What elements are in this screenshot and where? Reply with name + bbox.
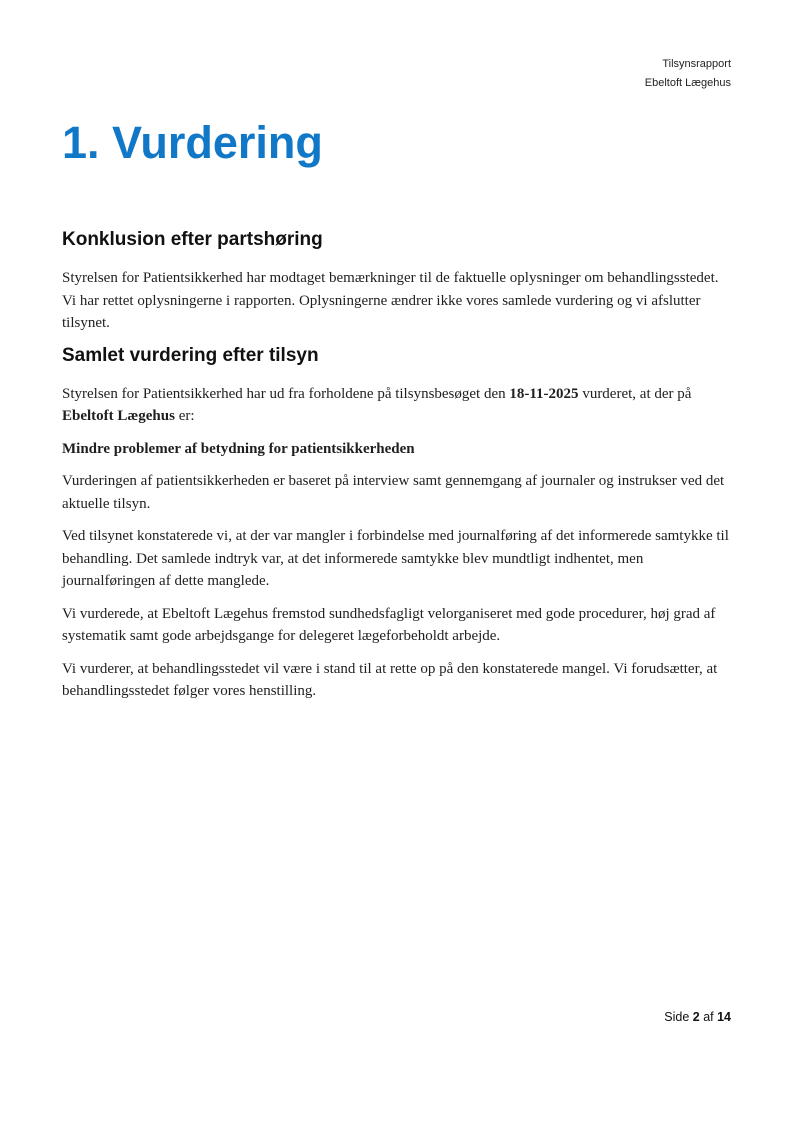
page-footer [664,1010,731,1024]
text-run: Mindre problemer af betydning for patientsikkerheden [62,440,415,457]
paragraph [62,267,731,335]
header-clinic-name: Ebeltoft Lægehus [644,77,731,89]
text-run: Vi vurderer, at behandlingsstedet vil være i stand til at rette op på den konstaterede mangel. Vi forudsætter, at behandlingsstedet følger vores henstilling. [62,660,718,699]
section-heading: Samlet vurdering efter tilsyn [62,344,319,366]
sections [62,229,731,703]
paragraph [62,525,731,593]
section-heading: Konklusion efter partshøring [62,229,323,250]
page-title: 1. Vurdering [62,117,323,168]
text-run: Vurderingen af patientsikkerheden er baseret på interview samt gennemgang af journaler og instrukser ved det aktuelle tilsyn. [62,473,725,512]
footer-page-total: 14 [717,1010,731,1024]
paragraph [62,438,731,461]
paragraph [62,603,731,648]
text-run: Styrelsen for Patientsikkerhed har modtaget bemærkninger til de faktuelle oplysninger om behandlingsstedet. Vi har rettet oplysningerne i rapporten. Oplysningerne ændrer ikke vores samlede vurdering og vi afslutter tilsynet. [62,270,719,331]
paragraph [62,658,731,703]
footer-label-of: af [699,1010,718,1024]
text-run: Styrelsen for Patientsikkerhed har ud fra forholdene på tilsynsbesøget den [62,385,510,402]
header-report-type: Tilsynsrapport [662,58,731,70]
paragraph [62,470,731,515]
text-run: er: [174,408,195,424]
document-header [62,55,731,93]
text-run: 18-11-2025 [509,385,579,402]
footer-label-side: Side [664,1010,693,1024]
text-run: vurderet, at der på [578,385,692,402]
text-run: Ved tilsynet konstaterede vi, at der var mangler i forbindelse med journalføring af det informerede samtykke til behandling. Det samlede indtryk var, at det informerede samtykke blev mundtligt indhentet, men journalføringen af dette manglede. [62,528,729,589]
footer-page-number: 2 [692,1010,700,1024]
text-run: Vi vurderede, at Ebeltoft Lægehus fremstod sundhedsfagligt velorganiseret med gode procedurer, høj grad af systematik samt gode arbejdsgange for delegeret lægeforbeholdt arbejde. [62,605,716,644]
text-run: Ebeltoft Lægehus [62,408,175,424]
paragraph [62,383,731,428]
